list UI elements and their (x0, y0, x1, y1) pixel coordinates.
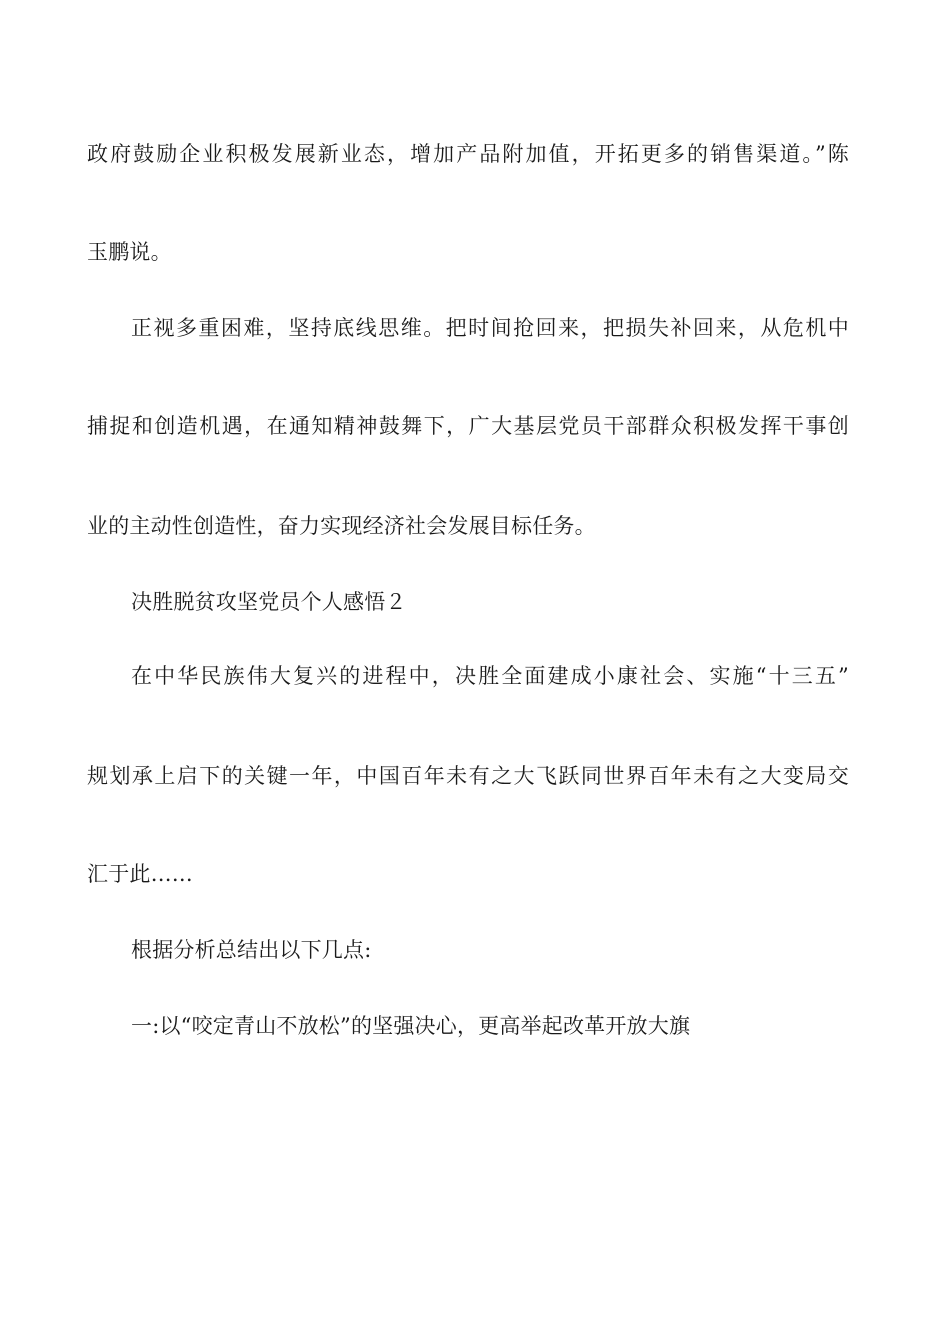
paragraph-line: 正视多重困难，坚持底线思维。把时间抢回来，把损失补回来，从危机中 (131, 316, 849, 340)
paragraph-line: 捕捉和创造机遇，在通知精神鼓舞下，广大基层党员干部群众积极发挥干事创 (87, 414, 849, 438)
paragraph-line: 在中华民族伟大复兴的进程中，决胜全面建成小康社会、实施“十三五” (131, 664, 849, 688)
paragraph-line: 政府鼓励企业积极发展新业态，增加产品附加值，开拓更多的销售渠道。”陈 (87, 142, 849, 166)
paragraph-line: 规划承上启下的关键一年，中国百年未有之大飞跃同世界百年未有之大变局交 (87, 764, 849, 788)
section-heading: 决胜脱贫攻坚党员个人感悟２ (131, 590, 407, 614)
paragraph-line: 汇于此…… (87, 862, 193, 886)
paragraph-line: 业的主动性创造性，奋力实现经济社会发展目标任务。 (87, 514, 596, 538)
paragraph-line: 玉鹏说。 (87, 240, 172, 264)
paragraph-line: 一:以“咬定青山不放松”的坚强决心，更高举起改革开放大旗 (131, 1014, 691, 1038)
paragraph-line: 根据分析总结出以下几点: (131, 938, 372, 962)
